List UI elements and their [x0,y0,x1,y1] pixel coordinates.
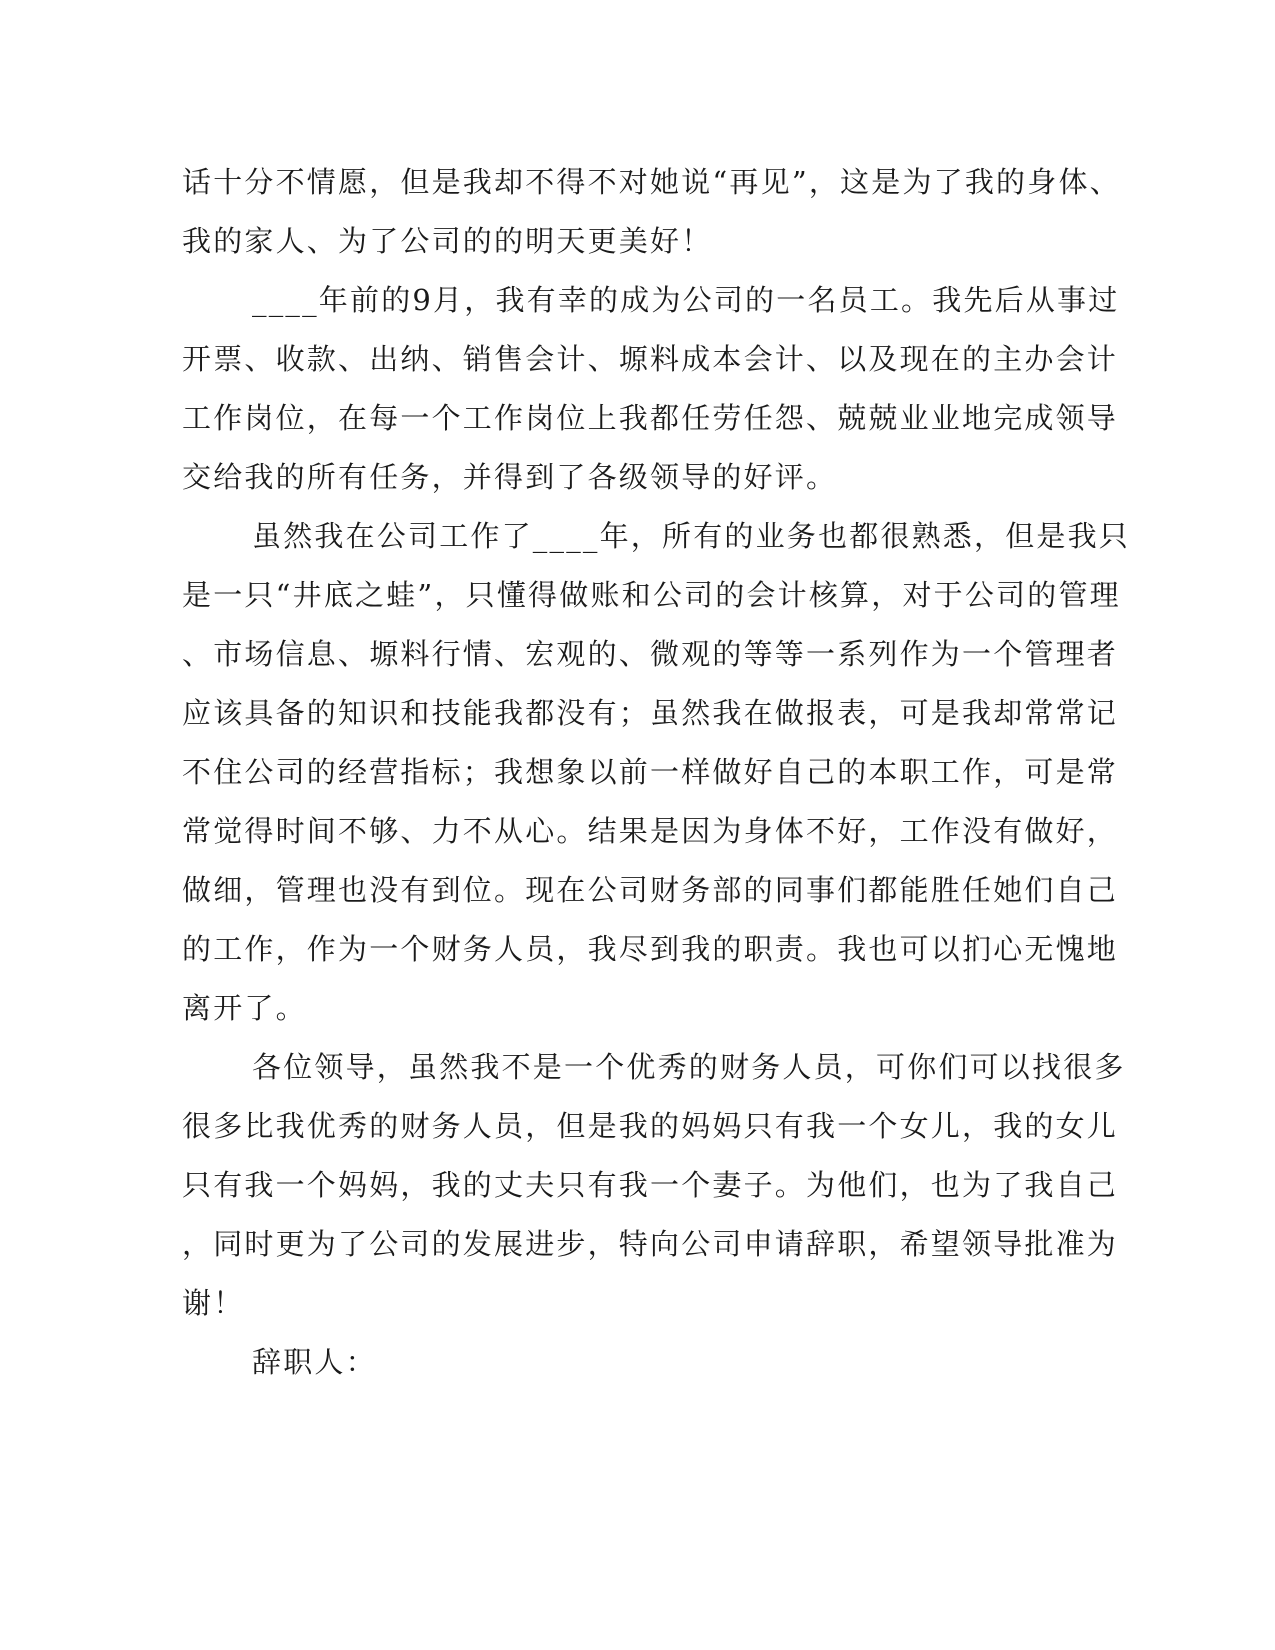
paragraph-3-line-2: 是一只“井底之蛙”，只懂得做账和公司的会计核算，对于公司的管理 [182,578,1121,612]
paragraph-4-line-2: 很多比我优秀的财务人员，但是我的妈妈只有我一个女儿，我的女儿 [182,1109,1119,1143]
paragraph-3-line-3: 、市场信息、塬料行情、宏观的、微观的等等一系列作为一个管理者 [182,637,1119,671]
paragraph-4-line-5: 谢！ [182,1286,245,1320]
paragraph-4-line-3: 只有我一个妈妈，我的丈夫只有我一个妻子。为他们，也为了我自己 [182,1168,1119,1202]
paragraph-3-line-1: 虽然我在公司工作了____年，所有的业务也都很熟悉，但是我只 [252,519,1131,553]
paragraph-3-line-9: 离开了。 [182,991,307,1025]
paragraph-4-line-1: 各位领导，虽然我不是一个优秀的财务人员，可你们可以找很多 [252,1050,1126,1084]
paragraph-2-line-4: 交给我的所有任务，并得到了各级领导的好评。 [182,460,838,494]
signature-label: 辞职人： [252,1345,377,1379]
paragraph-2-line-3: 工作岗位，在每一个工作岗位上我都任劳任怨、兢兢业业地完成领导 [182,401,1119,435]
paragraph-1-line-2: 我的家人、为了公司的的明天更美好！ [182,224,713,258]
paragraph-4-line-4: ，同时更为了公司的发展进步，特向公司申请辞职，希望领导批准为 [182,1227,1119,1261]
paragraph-3-line-6: 常觉得时间不够、力不从心。结果是因为身体不好，工作没有做好， [182,814,1119,848]
paragraph-3-line-8: 的工作，作为一个财务人员，我尽到我的职责。我也可以扪心无愧地 [182,932,1119,966]
paragraph-3-line-7: 做细，管理也没有到位。现在公司财务部的同事们都能胜任她们自己 [182,873,1119,907]
paragraph-3-line-5: 不住公司的经营指标；我想象以前一样做好自己的本职工作，可是常 [182,755,1119,789]
paragraph-3-line-4: 应该具备的知识和技能我都没有；虽然我在做报表，可是我却常常记 [182,696,1119,730]
paragraph-2-line-1: ____年前的9月，我有幸的成为公司的一名员工。我先后从事过 [252,283,1120,317]
paragraph-2-line-2: 开票、收款、出纳、销售会计、塬料成本会计、以及现在的主办会计 [182,342,1119,376]
paragraph-1-line-1: 话十分不情愿，但是我却不得不对她说“再见”，这是为了我的身体、 [182,165,1121,199]
